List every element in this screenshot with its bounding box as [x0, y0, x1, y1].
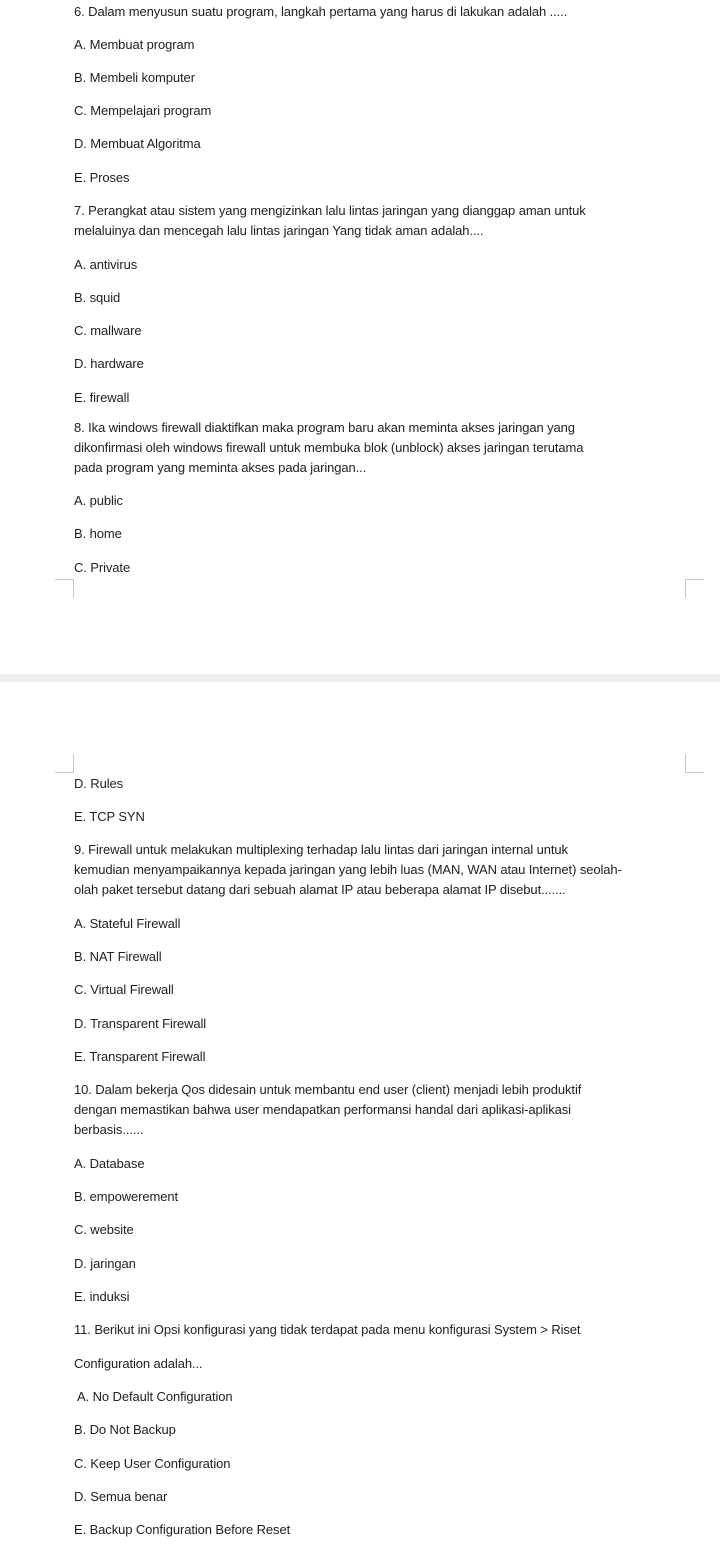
- question-6-option-d: D. Membuat Algoritma: [74, 136, 201, 151]
- question-7-option-e: E. firewall: [74, 390, 130, 405]
- question-10-option-a: A. Database: [74, 1156, 145, 1171]
- question-8-stem-line-1: 8. Ika windows firewall diaktifkan maka program baru akan meminta akses jaringan yang: [74, 420, 575, 435]
- page-break-divider: [0, 674, 720, 682]
- question-11-stem-line-2: Configuration adalah...: [74, 1356, 203, 1371]
- question-8-stem-line-2: dikonfirmasi oleh windows firewall untuk membuka blok (unblock) akses jaringan terutama: [74, 440, 584, 455]
- question-7-stem-line-2: melaluinya dan mencegah lalu lintas jaringan Yang tidak aman adalah....: [74, 223, 484, 238]
- question-10-option-e: E. induksi: [74, 1289, 130, 1304]
- question-10-option-b: B. empowerement: [74, 1189, 178, 1204]
- question-8-option-d: D. Rules: [74, 776, 124, 791]
- question-11-option-a: A. No Default Configuration: [77, 1389, 233, 1404]
- question-11-stem-line-1: 11. Berikut ini Opsi konfigurasi yang tidak terdapat pada menu konfigurasi System > Riset: [74, 1322, 581, 1337]
- question-9-option-a: A. Stateful Firewall: [74, 916, 181, 931]
- question-9-stem-line-3: olah paket tersebut datang dari sebuah alamat IP atau beberapa alamat IP disebut.......: [74, 882, 566, 897]
- page-corner-mark-top-right: [685, 579, 704, 598]
- question-10-stem-line-1: 10. Dalam bekerja Qos didesain untuk membantu end user (client) menjadi lebih produktif: [74, 1082, 582, 1097]
- question-6-option-b: B. Membeli komputer: [74, 70, 195, 85]
- question-6-option-c: C. Mempelajari program: [74, 103, 212, 118]
- question-8-option-e: E. TCP SYN: [74, 809, 145, 824]
- page-corner-mark-bottom-left: [55, 754, 74, 773]
- question-7-option-a: A. antivirus: [74, 257, 138, 272]
- question-7-option-c: C. mallware: [74, 323, 142, 338]
- question-10-option-d: D. jaringan: [74, 1256, 136, 1271]
- question-8-option-a: A. public: [74, 493, 123, 508]
- question-9-stem-line-2: kemudian menyampaikannya kepada jaringan yang lebih luas (MAN, WAN atau Internet) seolah-: [74, 862, 622, 877]
- question-9-option-b: B. NAT Firewall: [74, 949, 162, 964]
- question-8-option-b: B. home: [74, 526, 122, 541]
- question-11-option-b: B. Do Not Backup: [74, 1422, 176, 1437]
- question-9-option-d: D. Transparent Firewall: [74, 1016, 207, 1031]
- question-9-option-e: E. Transparent Firewall: [74, 1049, 206, 1064]
- page-corner-mark-bottom-right: [685, 754, 704, 773]
- question-11-option-c: C. Keep User Configuration: [74, 1456, 231, 1471]
- question-7-stem-line-1: 7. Perangkat atau sistem yang mengizinkan lalu lintas jaringan yang dianggap aman untuk: [74, 203, 586, 218]
- question-9-stem-line-1: 9. Firewall untuk melakukan multiplexing terhadap lalu lintas dari jaringan internal untuk: [74, 842, 568, 857]
- question-8-stem-line-3: pada program yang meminta akses pada jaringan...: [74, 460, 367, 475]
- question-7-option-d: D. hardware: [74, 356, 144, 371]
- question-8-option-c: C. Private: [74, 560, 131, 575]
- question-6-option-a: A. Membuat program: [74, 37, 195, 52]
- page-corner-mark-top-left: [55, 579, 74, 598]
- question-11-option-d: D. Semua benar: [74, 1489, 168, 1504]
- question-6-option-e: E. Proses: [74, 170, 130, 185]
- question-10-option-c: C. website: [74, 1222, 134, 1237]
- question-10-stem-line-2: dengan memastikan bahwa user mendapatkan performansi handal dari aplikasi-aplikasi: [74, 1102, 571, 1117]
- question-9-option-c: C. Virtual Firewall: [74, 982, 174, 997]
- question-6-stem: 6. Dalam menyusun suatu program, langkah pertama yang harus di lakukan adalah .....: [74, 4, 568, 19]
- question-11-option-e: E. Backup Configuration Before Reset: [74, 1522, 291, 1537]
- question-10-stem-line-3: berbasis......: [74, 1122, 144, 1137]
- question-7-option-b: B. squid: [74, 290, 121, 305]
